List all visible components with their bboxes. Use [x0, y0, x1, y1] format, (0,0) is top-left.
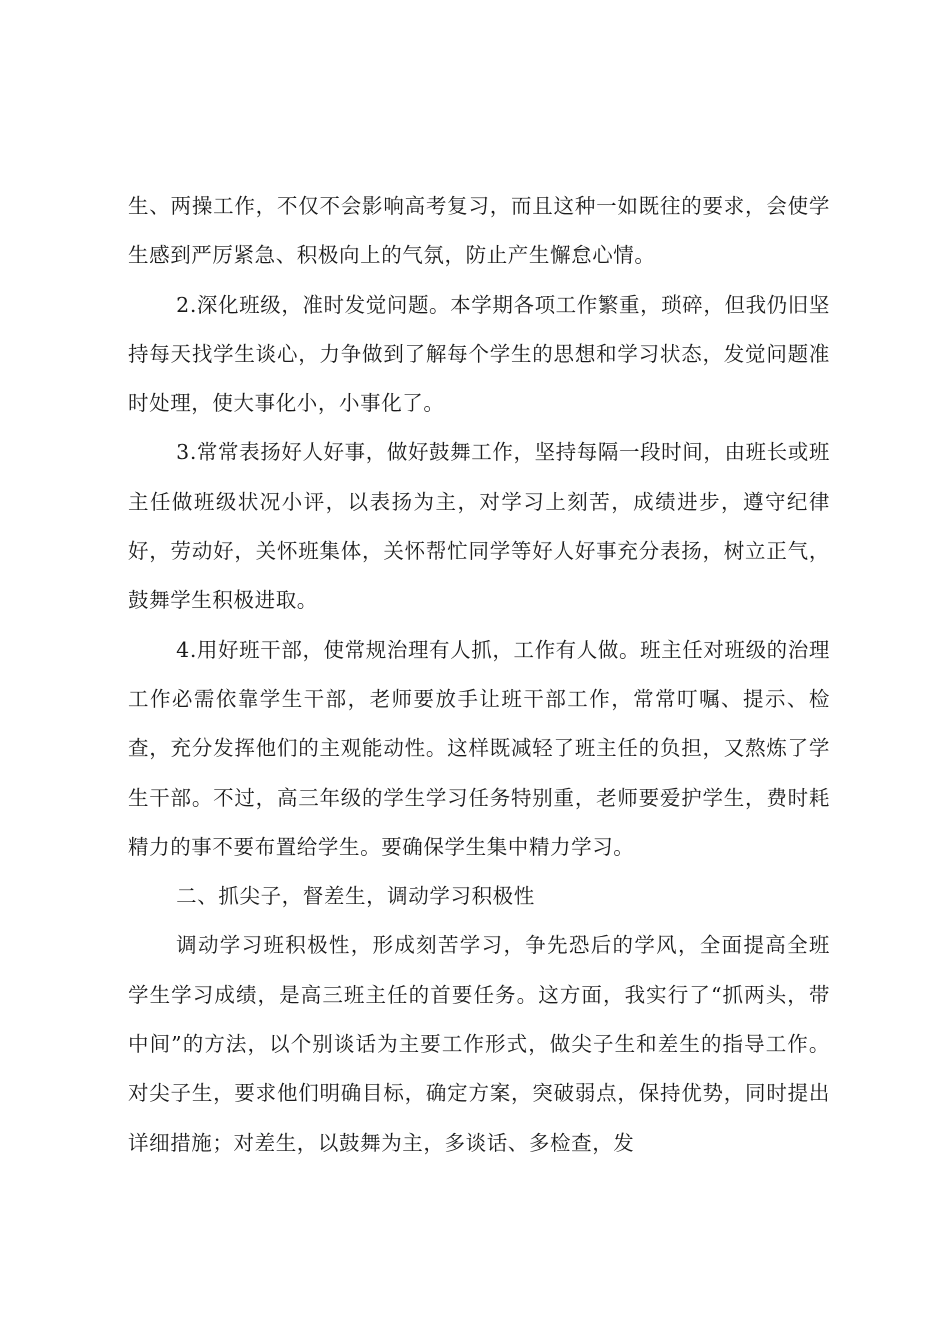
paragraph-3: 3.常常表扬好人好事，做好鼓舞工作，坚持每隔一段时间，由班长或班主任做班级状况小评，以表扬为主，对学习上刻苦，成绩进步，遵守纪律好，劳动好，关怀班集体，关怀帮忙同学等好人好事充分表扬，树立正气，鼓舞学生积极进取。	[128, 440, 830, 613]
document-body	[128, 182, 830, 1168]
section-heading: 二、抓尖子，督差生，调动学习积极性	[176, 884, 535, 909]
paragraph-5: 调动学习班积极性，形成刻苦学习，争先恐后的学风，全面提高全班学生学习成绩，是高三班主任的首要任务。这方面，我实行了“抓两头，带中间”的方法，以个别谈话为主要工作形式，做尖子生和差生的指导工作。对尖子生，要求他们明确目标，确定方案，突破弱点，保持优势，同时提出详细措施；对差生，以鼓舞为主，多谈话、多检查，发	[128, 933, 830, 1155]
paragraph-1: 生、两操工作，不仅不会影响高考复习，而且这种一如既往的要求，会使学生感到严厉紧急、积极向上的气氛，防止产生懈怠心情。	[128, 194, 830, 268]
paragraph-4: 4.用好班干部，使常规治理有人抓，工作有人做。班主任对班级的治理工作必需依靠学生干部，老师要放手让班干部工作，常常叮嘱、提示、检查，充分发挥他们的主观能动性。这样既减轻了班主任的负担，又熬炼了学生干部。不过，高三年级的学生学习任务特别重，老师要爱护学生，费时耗精力的事不要布置给学生。要确保学生集中精力学习。	[128, 637, 830, 859]
paragraph-2: 2.深化班级，准时发觉问题。本学期各项工作繁重，琐碎，但我仍旧坚持每天找学生谈心，力争做到了解每个学生的思想和学习状态，发觉问题准时处理，使大事化小，小事化了。	[128, 292, 830, 416]
